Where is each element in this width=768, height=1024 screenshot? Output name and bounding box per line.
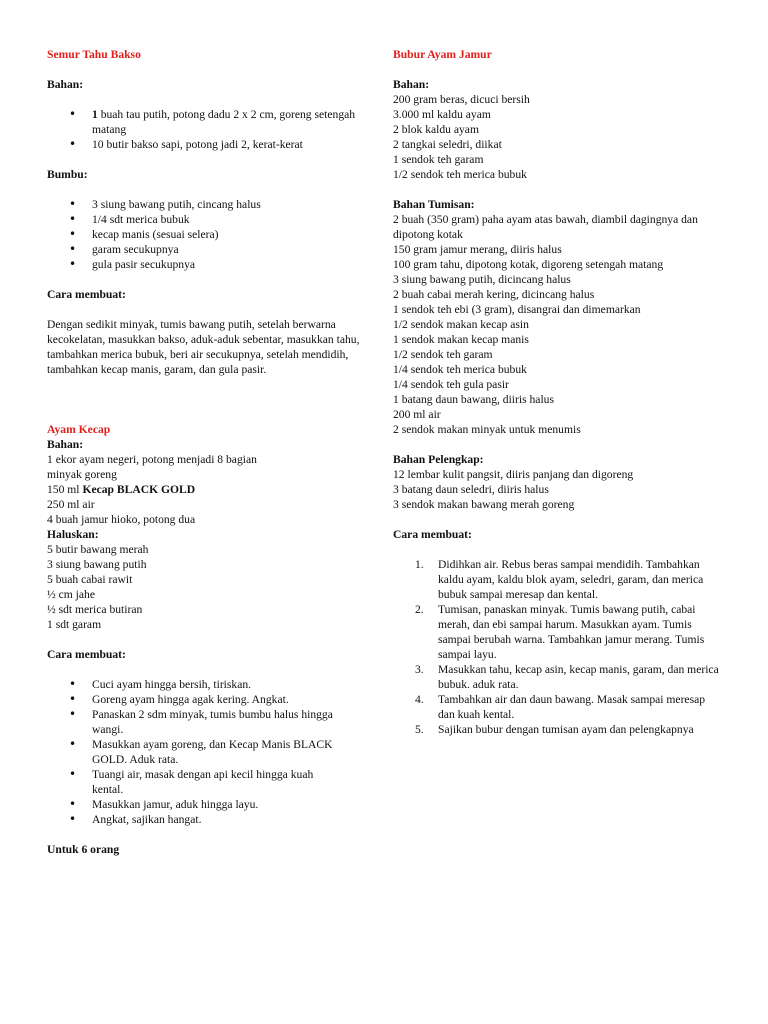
list-item: 1 sendok teh ebi (3 gram), disangrai dan dimemarkan <box>393 303 641 316</box>
list-item: • 3 siung bawang putih, cincang halus <box>47 197 377 212</box>
bubur-cara-heading: Cara membuat: <box>393 528 472 541</box>
list-item: 150 gram jamur merang, diiris halus <box>393 243 562 256</box>
list-item: 100 gram tahu, dipotong kotak, digoreng setengah matang <box>393 258 664 271</box>
list-item: 200 ml air <box>393 408 441 421</box>
bubur-bahan-heading: Bahan: <box>393 78 430 91</box>
list-item: 2 buah (350 gram) paha ayam atas bawah, diambil dagingnya dan dipotong kotak <box>393 213 698 241</box>
list-item: 1/2 sendok makan kecap asin <box>393 318 529 331</box>
list-item: 1 sendok teh garam <box>393 153 484 166</box>
list-item: 3. Masukkan tahu, kecap asin, kecap manis, garam, dan merica bubuk. aduk rata. <box>415 663 719 691</box>
list-item: 200 gram beras, dicuci bersih <box>393 93 530 106</box>
list-item: 150 ml Kecap BLACK GOLD <box>47 483 196 496</box>
list-item: 3 sendok makan bawang merah goreng <box>393 498 575 511</box>
list-item: 2 sendok makan minyak untuk menumis <box>393 423 581 436</box>
list-item: 12 lembar kulit pangsit, diiris panjang dan digoreng <box>393 468 634 481</box>
list-item: 4 buah jamur hioko, potong dua <box>47 513 196 526</box>
list-item: 3 batang daun seledri, diiris halus <box>393 483 549 496</box>
semur-bahan-list <box>47 107 377 152</box>
list-item: • 1 buah tau putih, potong dadu 2 x 2 cm, goreng setengah matang <box>47 107 377 137</box>
list-item: 3 siung bawang putih <box>47 558 147 571</box>
semur-cara-heading: Cara membuat: <box>47 288 126 301</box>
list-item: 3 siung bawang putih, dicincang halus <box>393 273 571 286</box>
list-item: • Tuangi air, masak dengan api kecil hingga kuah kental. <box>47 767 347 797</box>
list-item: • garam secukupnya <box>47 242 377 257</box>
list-item: 2 blok kaldu ayam <box>393 123 479 136</box>
list-item: 2. Tumisan, panaskan minyak. Tumis bawang putih, cabai merah, dan ebi sampai harum. Masukkan ayam. Tumis sampai berubah warna. Tambahkan jamur merang. Tumis sampai layu. <box>415 603 705 661</box>
list-item: 1 sdt garam <box>47 618 102 631</box>
bubur-pelengkap-list <box>393 467 733 512</box>
list-item: 1 batang daun bawang, diiris halus <box>393 393 554 406</box>
bubur-tumisan-heading: Bahan Tumisan: <box>393 198 475 211</box>
list-item: 1 sendok makan kecap manis <box>393 333 529 346</box>
recipe-title-ayam-kecap: Ayam Kecap <box>47 423 111 436</box>
bubur-bahan-list <box>393 92 733 182</box>
list-item: • 1/4 sdt merica bubuk <box>47 212 377 227</box>
list-item: • 10 butir bakso sapi, potong jadi 2, kerat-kerat <box>47 137 377 152</box>
recipe-title-bubur: Bubur Ayam Jamur <box>393 48 492 61</box>
list-item: • Masukkan jamur, aduk hingga layu. <box>47 797 347 812</box>
bubur-cara-list <box>393 557 723 737</box>
ayam-haluskan-list <box>47 542 377 632</box>
ayam-haluskan-heading: Haluskan: <box>47 528 99 541</box>
ayam-cara-list <box>47 677 347 827</box>
semur-bahan-heading: Bahan: <box>47 78 84 91</box>
ayam-bahan-heading: Bahan: <box>47 438 84 451</box>
list-item: 250 ml air <box>47 498 95 511</box>
list-item: 5 buah cabai rawit <box>47 573 133 586</box>
bubur-tumisan-list <box>393 212 733 437</box>
list-item: 1/4 sendok teh merica bubuk <box>393 363 527 376</box>
list-item: 1. Didihkan air. Rebus beras sampai mendidih. Tambahkan kaldu ayam, kaldu blok ayam, seledri, garam, dan merica bubuk sampai meresap dan kental. <box>415 558 704 601</box>
list-item: 1 ekor ayam negeri, potong menjadi 8 bagian <box>47 453 257 466</box>
semur-cara-text: Dengan sedikit minyak, tumis bawang putih, setelah berwarna kecokelatan, masukkan bakso, aduk-aduk sebentar, masukkan tahu, tambahkan merica bubuk, beri air secukupnya, setelah mendidih, tambahkan kecap manis, garam, dan gula pasir. <box>47 318 360 376</box>
list-item: 2 buah cabai merah kering, dicincang halus <box>393 288 595 301</box>
semur-bumbu-heading: Bumbu: <box>47 168 88 181</box>
serving-note: Untuk 6 orang <box>47 843 120 856</box>
list-item: 5 butir bawang merah <box>47 543 149 556</box>
list-item: ½ sdt merica butiran <box>47 603 143 616</box>
ayam-cara-heading: Cara membuat: <box>47 648 126 661</box>
recipe-title-semur: Semur Tahu Bakso <box>47 48 141 61</box>
list-item: minyak goreng <box>47 468 117 481</box>
list-item: • Cuci ayam hingga bersih, tiriskan. <box>47 677 347 692</box>
list-item: ½ cm jahe <box>47 588 95 601</box>
list-item: 4. Tambahkan air dan daun bawang. Masak sampai meresap dan kuah kental. <box>415 693 706 721</box>
list-item: 3.000 ml kaldu ayam <box>393 108 491 121</box>
ayam-bahan-list <box>47 452 377 527</box>
list-item: 2 tangkai seledri, diikat <box>393 138 502 151</box>
list-item: 5. Sajikan bubur dengan tumisan ayam dan pelengkapnya <box>415 723 694 736</box>
left-column <box>47 47 377 857</box>
list-item: • gula pasir secukupnya <box>47 257 377 272</box>
list-item: 1/2 sendok teh merica bubuk <box>393 168 527 181</box>
list-item: • Masukkan ayam goreng, dan Kecap Manis BLACK GOLD. Aduk rata. <box>47 737 347 767</box>
list-item: • Angkat, sajikan hangat. <box>47 812 347 827</box>
list-item: • Goreng ayam hingga agak kering. Angkat. <box>47 692 347 707</box>
list-item: 1/2 sendok teh garam <box>393 348 493 361</box>
semur-bumbu-list <box>47 197 377 272</box>
right-column <box>393 47 733 737</box>
list-item: • Panaskan 2 sdm minyak, tumis bumbu halus hingga wangi. <box>47 707 347 737</box>
list-item: 1/4 sendok teh gula pasir <box>393 378 509 391</box>
list-item: • kecap manis (sesuai selera) <box>47 227 377 242</box>
bubur-pelengkap-heading: Bahan Pelengkap: <box>393 453 484 466</box>
